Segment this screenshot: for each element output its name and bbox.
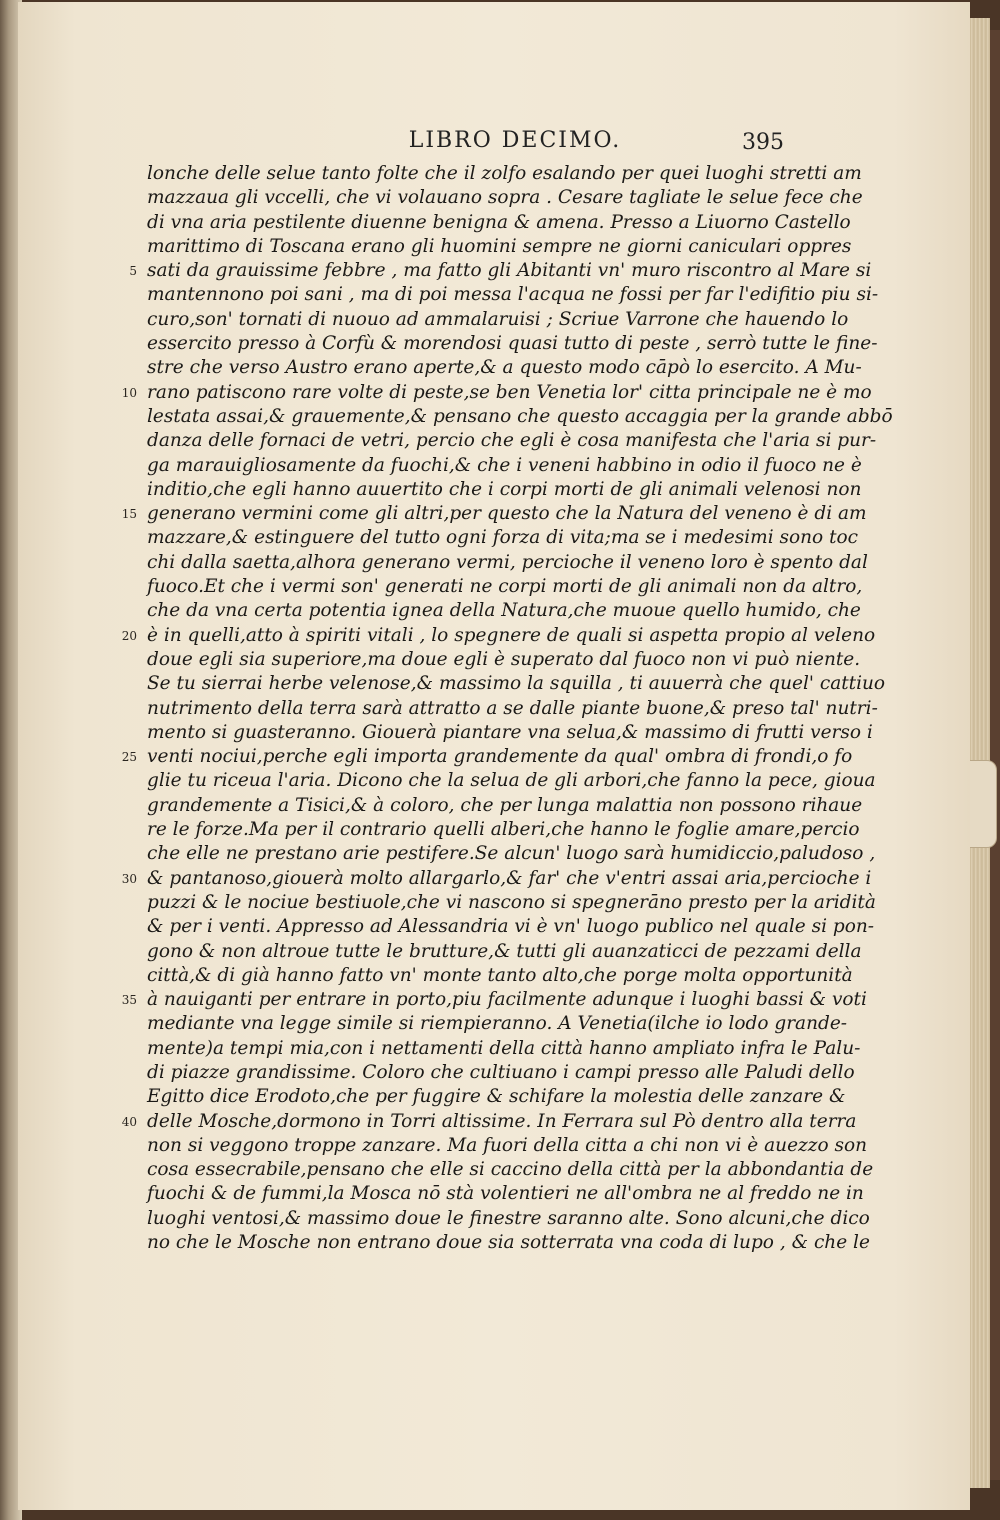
page-header <box>0 128 1000 158</box>
line-number: 5 <box>129 264 137 279</box>
text-line <box>147 964 927 988</box>
text-line-content: mazzaua gli vccelli, che vi volauano sopra . Cesare tagliate le selue fece che <box>147 187 863 209</box>
text-line <box>147 1061 927 1085</box>
text-line <box>121 381 927 405</box>
text-line <box>121 1110 927 1134</box>
text-line-content: & pantanoso,giouerà molto allargarlo,& far' che v'entri assai aria,percioche i <box>147 867 872 889</box>
text-line-content: città,& di già hanno fatto vn' monte tanto alto,che porge molta opportunità <box>147 964 853 986</box>
text-line-content: inditio,che egli hanno auuertito che i corpi morti de gli animali velenosi non <box>147 478 862 500</box>
text-line-content: Se tu sierrai herbe velenose,& massimo la squilla , ti auuerrà che quel' cattiuo <box>147 673 886 695</box>
text-line-content: generano vermini come gli altri,per questo che la Natura del veneno è di am <box>147 503 867 525</box>
text-line <box>147 211 927 235</box>
text-line-content: essercito presso à Corfù & morendosi quasi tutto di peste , serrò tutte le fine- <box>147 333 878 355</box>
text-line <box>147 769 927 793</box>
text-line-content: rano patiscono rare volte di peste,se ben Venetia lor' citta principale ne è mo <box>147 381 872 403</box>
text-line <box>121 502 927 526</box>
text-line <box>147 1012 927 1036</box>
text-line-content: mantennono poi sani , ma di poi messa l'acqua ne fossi per far l'edifitio piu si- <box>147 284 879 306</box>
line-number: 10 <box>121 385 137 400</box>
text-line-content: & per i venti. Appresso ad Alessandria vi è vn' luogo publico nel quale si pon- <box>147 916 875 938</box>
text-line-content: marittimo di Toscana erano gli huomini sempre ne giorni caniculari oppres <box>147 235 852 257</box>
text-line-content: danza delle fornaci de vetri, percio che egli è cosa manifesta che l'aria si pur- <box>147 430 877 452</box>
text-line-content: puzzi & le nociue bestiuole,che vi nascono si spegnerāno presto per la aridità <box>147 891 876 913</box>
page-number: 395 <box>742 130 784 155</box>
text-line-content: delle Mosche,dormono in Torri altissime. In Ferrara sul Pò dentro alla terra <box>147 1110 857 1132</box>
text-line <box>147 940 927 964</box>
line-number: 20 <box>121 628 137 643</box>
text-line <box>147 308 927 332</box>
text-line-content: mazzare,& estinguere del tutto ogni forza di vita;ma se i medesimi sono toc <box>147 527 859 549</box>
text-line <box>147 1085 927 1109</box>
text-line-content: Egitto dice Erodoto,che per fuggire & schifare la molestia delle zanzare & <box>147 1086 846 1108</box>
text-line-content: chi dalla saetta,alhora generano vermi, percioche il veneno loro è spento dal <box>147 551 868 573</box>
text-line-content: non si veggono troppe zanzare. Ma fuori della citta a chi non vi è auezzo son <box>147 1134 868 1156</box>
text-line <box>121 867 927 891</box>
page-edges <box>968 18 990 1488</box>
text-line-content: curo,son' tornati di nuouo ad ammalaruisi ; Scriue Varrone che hauendo lo <box>147 308 849 330</box>
text-line <box>147 332 927 356</box>
text-line <box>147 599 927 623</box>
text-line <box>147 1158 927 1182</box>
text-line <box>147 235 927 259</box>
text-line-content: mente)a tempi mia,con i nettamenti della città hanno ampliato infra le Palu- <box>147 1037 861 1059</box>
text-line <box>147 478 927 502</box>
running-title: LIBRO DECIMO. <box>408 128 622 153</box>
text-line-content: che elle ne prestano arie pestifere.Se alcun' luogo sarà humidiccio,paludoso , <box>147 843 876 865</box>
text-line-content: lonche delle selue tanto folte che il zolfo esalando per quei luoghi stretti am <box>147 163 862 184</box>
text-line-content: lestata assai,& grauemente,& pensano che questo accaggia per la grande abbō <box>147 405 893 427</box>
text-line <box>147 162 927 186</box>
text-line <box>147 454 927 478</box>
text-line-content: mediante vna legge simile si riempieranno. A Venetia(ilche io lodo grande- <box>147 1013 848 1035</box>
line-number: 35 <box>121 993 137 1008</box>
text-line <box>147 794 927 818</box>
text-line <box>147 575 927 599</box>
text-line-content: ga marauigliosamente da fuochi,& che i veneni habbino in odio il fuoco ne è <box>147 454 862 476</box>
text-line <box>121 988 927 1012</box>
text-line-content: mento si guasteranno. Giouerà piantare vna selua,& massimo di frutti verso i <box>147 721 873 743</box>
text-line-content: fuoco.Et che i vermi son' generati ne corpi morti de gli animali non da altro, <box>147 576 863 598</box>
text-line-content: stre che verso Austro erano aperte,& a questo modo cāpò lo esercito. A Mu- <box>147 357 862 379</box>
text-line-content: di piazze grandissime. Coloro che cultiuano i campi presso alle Paludi dello <box>147 1061 855 1083</box>
text-line <box>147 1037 927 1061</box>
text-line-content: à nauiganti per entrare in porto,piu facilmente adunque i luoghi bassi & voti <box>147 989 867 1011</box>
text-line <box>121 745 927 769</box>
text-line <box>147 648 927 672</box>
text-line-content: gono & non altroue tutte le brutture,& tutti gli auanzaticci de pezzami della <box>147 940 862 962</box>
text-line-content: fuochi & de fummi,la Mosca nō stà volentieri ne all'ombra ne al freddo ne in <box>147 1183 864 1205</box>
text-line-content: no che le Mosche non entrano doue sia sotterrata vna coda di lupo , & che le <box>147 1232 870 1254</box>
text-line <box>147 697 927 721</box>
text-line-content: glie tu riceua l'aria. Dicono che la selua de gli arbori,che fanno la pece, gioua <box>147 770 876 792</box>
text-line <box>147 186 927 210</box>
text-line-content: doue egli sia superiore,ma doue egli è superato dal fuoco non vi può niente. <box>147 648 861 670</box>
text-line <box>147 356 927 380</box>
text-line <box>129 259 927 283</box>
text-line <box>147 721 927 745</box>
text-line <box>147 842 927 866</box>
text-line-content: venti nociui,perche egli importa grandemente da qual' ombra di frondi,o fo <box>147 746 853 768</box>
line-number: 15 <box>121 507 137 522</box>
text-line <box>147 891 927 915</box>
text-line <box>147 1231 927 1255</box>
line-number: 30 <box>121 871 137 886</box>
text-line-content: grandemente a Tisici,& à coloro, che per lunga malattia non possono rihaue <box>147 794 863 816</box>
text-line-content: sati da grauissime febbre , ma fatto gli Abitanti vn' muro riscontro al Mare si <box>147 260 872 282</box>
text-line-content: cosa essecrabile,pensano che elle si caccino della città per la abbondantia de <box>147 1159 874 1181</box>
text-line <box>121 624 927 648</box>
text-line <box>147 551 927 575</box>
text-line <box>147 526 927 550</box>
text-line-content: che da vna certa potentia ignea della Natura,che muoue quello humido, che <box>147 600 861 622</box>
text-line-content: di vna aria pestilente diuenne benigna & amena. Presso a Liuorno Castello <box>147 211 851 233</box>
body-text <box>121 162 927 1255</box>
text-line <box>147 405 927 429</box>
line-number: 40 <box>121 1114 137 1129</box>
text-line <box>147 818 927 842</box>
line-number: 25 <box>121 750 137 765</box>
text-line <box>147 672 927 696</box>
text-line <box>147 915 927 939</box>
text-line <box>147 283 927 307</box>
text-line <box>147 1182 927 1206</box>
text-line-content: è in quelli,atto à spiriti vitali , lo spegnere de quali si aspetta propio al veleno <box>147 624 876 646</box>
text-line <box>147 1134 927 1158</box>
text-line-content: nutrimento della terra sarà attratto a se dalle piante buone,& preso tal' nutri- <box>147 697 878 719</box>
text-line-content: luoghi ventosi,& massimo doue le finestre saranno alte. Sono alcuni,che dico <box>147 1207 870 1229</box>
text-line-content: re le forze.Ma per il contrario quelli alberi,che hanno le foglie amare,percio <box>147 819 860 841</box>
text-line <box>147 1207 927 1231</box>
text-line <box>147 429 927 453</box>
